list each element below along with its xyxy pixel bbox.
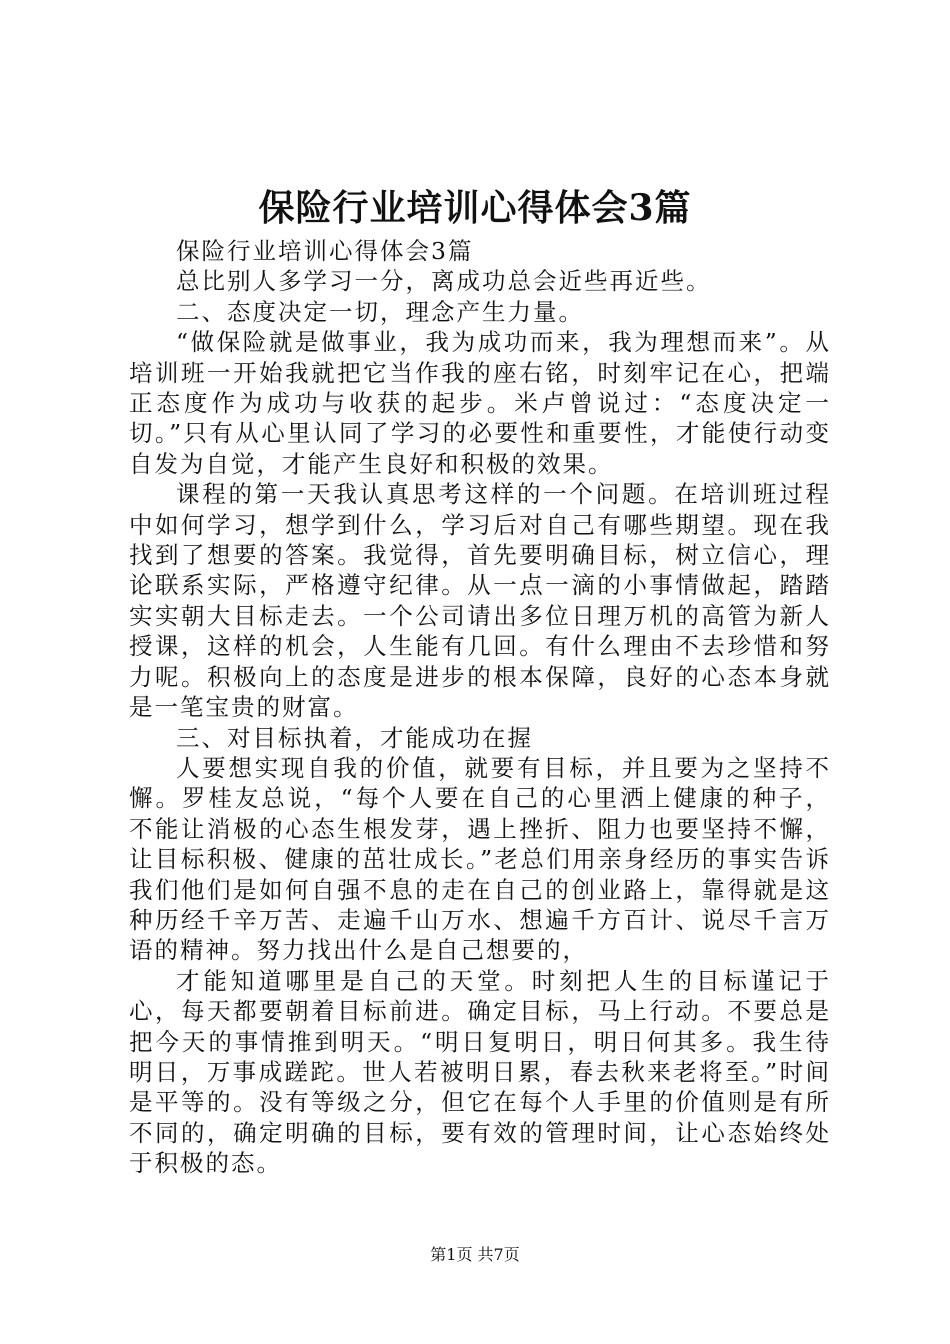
paragraph-subtitle: 保险行业培训心得体会3篇 [176, 237, 474, 265]
paragraph: 人要想实现自我的价值，就要有目标，并且要为之坚持不懈。罗桂友总说，“每个人要在自己的心里洒上健康的种子，不能让消极的心态生根发芽，遇上挫折、阻力也要坚持不懈，让目标积极、健康的茁壮成长。”老总们用亲身经历的事实告诉我们他们是如何自强不息的走在自己的创业路上，靠得就是这种历经千辛万苦、走遍千山万水、想遍千方百计、说尽千言万语的精神。努力找出什么是自己想要的， [129, 753, 831, 965]
page-number-footer: 第1页 共7页 [430, 1245, 520, 1264]
paragraph: “做保险就是做事业，我为成功而来，我为理想而来”。从培训班一开始我就把它当作我的座右铭，时刻牢记在心，把端正态度作为成功与收获的起步。米卢曾说过：“态度决定一切。”只有从心里认同了学习的必要性和重要性，才能使行动变自发为自觉，才能产生良好和积极的效果。 [129, 328, 831, 478]
document-body [129, 236, 831, 1179]
section-heading-3: 三、对目标执着，才能成功在握 [176, 723, 533, 752]
paragraph: 课程的第一天我认真思考这样的一个问题。在培训班过程中如何学习，想学到什么，学习后对自己有哪些期望。现在我找到了想要的答案。我觉得，首先要明确目标，树立信心，理论联系实际，严格遵守纪律。从一点一滴的小事情做起，踏踏实实朝大目标走去。一个公司请出多位日理万机的高管为新人授课，这样的机会，人生能有几回。有什么理由不去珍惜和努力呢。积极向上的态度是进步的根本保障，良好的心态本身就是一笔宝贵的财富。 [129, 480, 831, 722]
paragraph-intro: 总比别人多学习一分，离成功总会近些再近些。 [176, 267, 712, 296]
paragraph: 才能知道哪里是自己的天堂。时刻把人生的目标谨记于心，每天都要朝着目标前进。确定目标，马上行动。不要总是把今天的事情推到明天。“明日复明日，明日何其多。我生待明日，万事成蹉跎。世人若被明日累，春去秋来老将至。”时间是平等的。没有等级之分，但它在每个人手里的价值则是有所不同的，确定明确的目标，要有效的管理时间，让心态始终处于积极的态。 [129, 966, 831, 1178]
document-title: 保险行业培训心得体会3篇 [258, 187, 692, 229]
section-heading-2: 二、态度决定一切，理念产生力量。 [176, 297, 584, 326]
